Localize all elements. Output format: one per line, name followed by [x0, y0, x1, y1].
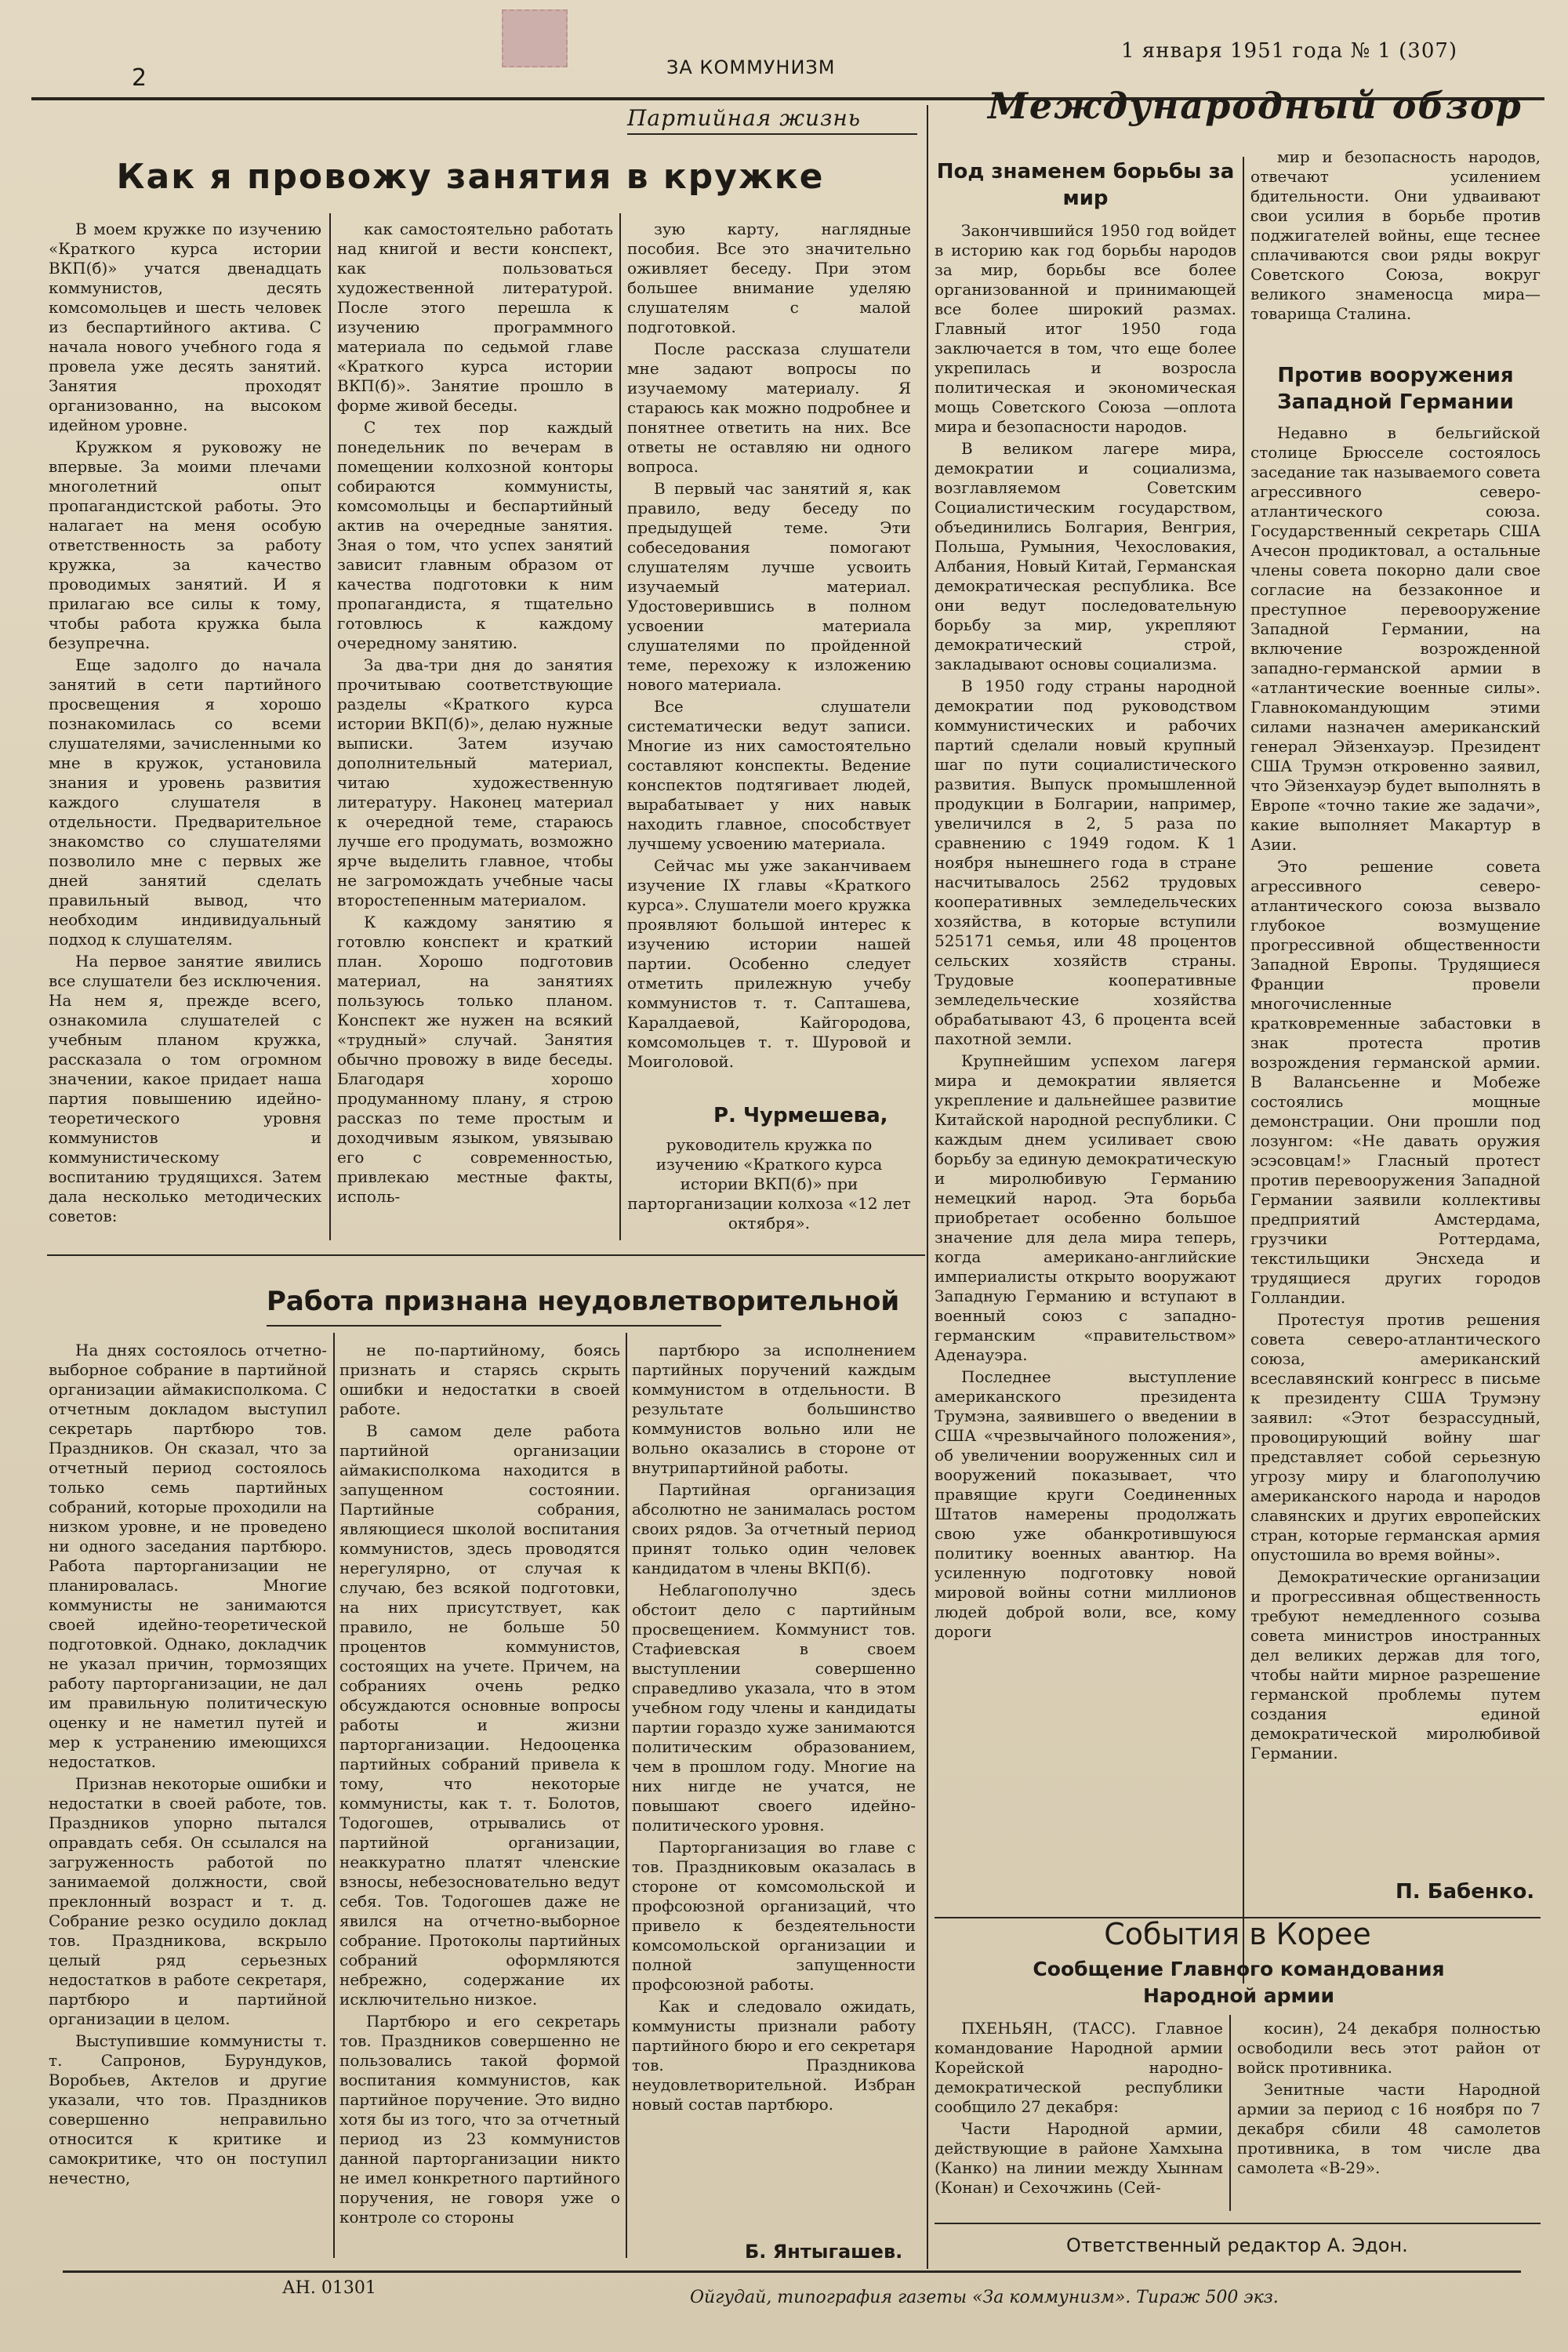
page-divider	[927, 105, 928, 2269]
paragraph: зую карту, наглядные пособия. Все это значительно оживляет беседу. При этом большее внимание уделяю слушателям с малой подготовкой.	[627, 220, 911, 336]
column-divider	[1229, 2015, 1231, 2211]
korea-title: События в Корее	[1104, 1917, 1371, 1951]
korea-column	[1237, 2019, 1541, 2215]
paragraph: С тех пор каждый понедельник по вечерам в помещении колхозной конторы собираются коммунисты, комсомольцы и беспартийный актив на очередные занятия. Зная о том, что успех занятий зависит главным образом от качества подготовки к ним пропагандиста, я тщательно готовлюсь к каждому очередному занятию.	[337, 418, 613, 652]
paragraph: За два-три дня до занятия прочитываю соответствующие разделы «Краткого курса истории ВКП(б)», делаю нужные выписки. Затем изучаю дополнительный материал, читаю художественную литературу. Наконец материал к очередной теме, стараюсь лучше его продумать, возможно ярче выделить главное, чтобы не загромождать учебные часы второстепенным материалом.	[337, 655, 613, 909]
paragraph: Парторганизация во главе с тов. Праздниковым оказалась в стороне от комсомольской и профсоюзной организаций, что привело к бездеятельности комсомольской организации и полной запущенности профсоюзной работы.	[632, 1838, 916, 1994]
paragraph: Партбюро и его секретарь тов. Праздников совершенно не пользовались такой формой воспитания коммунистов, как партийное поручение. Это видно хотя бы из того, что за отчетный период из 23 коммунистов данной парторганизации никто не имел конкретного партийного поручения, не говоря уже о контроле со стороны	[339, 2012, 620, 2227]
korea-column	[935, 2019, 1223, 2215]
column-divider	[329, 213, 331, 1240]
article-column	[337, 220, 613, 1239]
footer-code: АН. 01301	[282, 2278, 376, 2298]
column-divider	[333, 1333, 335, 2258]
paragraph: Это решение совета агрессивного северо-атлантического союза вызвало глубокое возмущение прогрессивной общественности Западной Европы. Трудящиеся Франции провели многочисленные кратковременные забастовки в знак протеста против возрождения германской армии. В Валансьенне и Мобеже состоялись мощные демонстрации. Они прошли под лозунгом: «Не давать оружия эсэсовцам!» Гласный протест против перевооружения Западной Германии заявили коллективы предприятий Амстердама, грузчики Роттердама, текстильщики Энсхеда и трудящиеся других городов Голландии.	[1250, 857, 1541, 1307]
paragraph: Закончившийся 1950 год войдет в историю как год борьбы народов за мир, борьбы все более организованной и принимающей все более широкий размах. Главный итог 1950 года заключается в том, что еще более укрепилась и возросла политическая и экономическая мощь Советского Союза —оплота мира и безопасности народов.	[935, 221, 1236, 436]
issue-date: 1 января 1951 года № 1 (307)	[1121, 39, 1458, 63]
paragraph: Неблагополучно здесь обстоит дело с партийным просвещением. Коммунист тов. Стафиевская в своем выступлении совершенно справедливо указала, что в этом учебном году члены и кандидаты партии гораздо хуже занимаются политическим образованием, чем в прошлом году. Многие на них нигде не учатся, не повышают своего идейно-политического уровня.	[632, 1581, 916, 1835]
title-rule	[267, 1325, 721, 1327]
paragraph: ПХЕНЬЯН, (ТАСС). Главное командование Народной армии Корейской народно-демократической республики сообщило 27 декабря:	[935, 2019, 1223, 2116]
article-column	[49, 220, 321, 1239]
review-subtitle: Против вооружения Западной Германии	[1277, 364, 1514, 414]
footer-rule	[63, 2270, 1521, 2273]
column-divider	[1243, 157, 1244, 1984]
author-signature: Б. Янтыгашев.	[745, 2241, 903, 2263]
paragraph: Зенитные части Народной армии за период с 16 ноября по 7 декабря сбили 48 самолетов противника, в том числе два самолета «В-29».	[1237, 2080, 1541, 2177]
korea-subtitle: Сообщение Главного командования Народной армии	[1033, 1958, 1445, 2007]
article-column	[632, 1341, 916, 2219]
column-divider	[619, 213, 621, 1240]
paragraph: Выступившие коммунисты т. т. Сапронов, Бурундуков, Воробьев, Актелов и другие указали, что тов. Праздников совершенно неправильно относится к критике и самокритике, что он поступил нечестно,	[49, 2031, 327, 2187]
section-rule	[47, 1254, 925, 1256]
editor-rule	[935, 2223, 1541, 2224]
author-signature: Р. Чурмешева,	[713, 1104, 888, 1127]
editor-line: Ответственный редактор А. Эдон.	[1066, 2234, 1408, 2256]
paragraph: Кружком я руковожу не впервые. За моими плечами многолетний опыт пропагандистской работы. Это налагает на меня особую ответственность за работу кружка, за качество проводимых занятий. И я прилагаю все силы к тому, чтобы работа кружка была безупречна.	[49, 437, 321, 652]
paragraph: партбюро за исполнением партийных поручений каждым коммунистом в отдельности. В результате большинство коммунистов вольно или не вольно оказались в стороне от внутрипартийной работы.	[632, 1341, 916, 1477]
paragraph: Как и следовало ожидать, коммунисты признали работу партийного бюро и его секретаря тов. Праздникова неудовлетворительной. Избран новый состав партбюро.	[632, 1997, 916, 2114]
article-column	[339, 1341, 620, 2258]
paragraph: В 1950 году страны народной демократии под руководством коммунистических и рабочих партий сделали новый крупный шаг по пути социалистического развития. Выпуск промышленной продукции в Болгарии, например, увеличился в 2, 5 раза по сравнению с 1949 годом. К 1 ноября нынешнего года в стране насчитывалось 2562 трудовых кооперативных земледельческих хозяйства, в которые вступили 525171 семья, или 48 процентов сельских хозяйств страны. Трудовые кооперативные земледельческие хозяйства обрабатывают 43, 6 процента всей пахотной земли.	[935, 677, 1236, 1048]
library-stamp	[502, 9, 568, 67]
paragraph: На днях состоялось отчетно-выборное собрание в партийной организации аймакисполкома. С отчетным докладом выступил секретарь партбюро тов. Праздников. Он сказал, что за отчетный период состоялось только семь партийных собраний, которые проходили на низком уровне, и не проведено ни одного заседания партбюро. Работа парторганизации не планировалась. Многие коммунисты не занимаются своей идейно-теоретической подготовкой. Однако, докладчик не указал причин, тормозящих работу парторганизации, не дал им правильную политическую оценку и не наметил путей и мер к устранению имеющихся недостатков.	[49, 1341, 327, 1771]
author-note: руководитель кружка по изучению «Краткого курса истории ВКП(б)» при парторганизации колхоза «12 лет октября».	[627, 1135, 911, 1232]
paragraph: В великом лагере мира, демократии и социализма, возглавляемом Советским Социалистическим государством, объединились Болгария, Венгрия, Польша, Румыния, Чехословакия, Албания, Новый Китай, Германская демократическая республика. Все они ведут последовательную борьбу за мир, укрепляют демократический строй, закладывают основы социализма.	[935, 439, 1236, 673]
paragraph: На первое занятие явились все слушатели без исключения. На нем я, прежде всего, ознакомила слушателей с учебным планом кружка, рассказала о том огромном значении, какое придает наша партия повышению идейно-теоретического уровня коммунистов и коммунистическому воспитанию трудящихся. Затем дала несколько методических советов:	[49, 952, 321, 1225]
footer-imprint: Ойгудай, типография газеты «За коммунизм». Тираж 500 экз.	[690, 2288, 1279, 2307]
paragraph: В моем кружке по изучению «Краткого курса истории ВКП(б)» учатся двенадцать коммунистов, десять комсомольцев и шесть человек из беспартийного актива. С начала нового учебного года я провела уже десять занятий. Занятия проходят организованно, на высоком идейном уровне.	[49, 220, 321, 434]
author-signature: П. Бабенко.	[1396, 1880, 1535, 1904]
paragraph: косин), 24 декабря полностью освободили весь этот район от войск противника.	[1237, 2019, 1541, 2077]
paragraph: В первый час занятий я, как правило, веду беседу по предыдущей теме. Эти собеседования помогают слушателям лучше усвоить изучаемый материал. Удостоверившись в полном усвоении материала слушателями по пройденной теме, перехожу к изложению нового материала.	[627, 479, 911, 694]
paragraph: Демократические организации и прогрессивная общественность требуют немедленного созыва совета министров иностранных дел великих держав для того, чтобы найти мирное разрешение германской проблемы путем создания единой демократической миролюбивой Германии.	[1250, 1567, 1541, 1762]
newspaper-title: ЗА КОММУНИЗМ	[666, 56, 836, 78]
paragraph: Крупнейшим успехом лагеря мира и демократии является укрепление и дальнейшее развитие Китайской народной республики. С каждым днем усиливает свою борьбу за единую демократическую и миролюбивую Германию немецкий народ. Эта борьба приобретает особенно большое значение для дела мира теперь, когда американо-английские империалисты открыто вооружают Западную Германию и вступают в военный союз с западно-германским «правительством» Аденауэра.	[935, 1051, 1236, 1364]
paragraph: Последнее выступление американского президента Трумэна, заявившего о введении в США «чрезвычайного положения», об увеличении вооруженных сил и вооружений показывает, что правящие круги Соединенных Штатов намерены продолжать свою уже обанкротившуюся политику военных авантюр. На усиленную подготовку новой мировой войны сотни миллионов людей доброй воли, все, кому дороги	[935, 1367, 1236, 1641]
paragraph: К каждому занятию я готовлю конспект и краткий план. Хорошо подготовив материал, на занятиях пользуюсь только планом. Конспект же нужен на всякий «трудный» случай. Занятия обычно провожу в виде беседы. Благодаря хорошо продуманному плану, я строю рассказ по теме простым и доходчивым языком, увязываю его с современностью, привлекаю местные факты, исполь-	[337, 913, 613, 1206]
article-column	[627, 220, 911, 1098]
paragraph: Протестуя против решения совета северо-атлантического союза, американский всеславянский конгресс в письме к президенту США Трумэну заявил: «Этот безрассудный, провоцирующий войну шаг представляет собой серьезную угрозу миру и благополучию американского народа и народов славянских и других европейских стран, которые германская армия опустошила во время войны».	[1250, 1310, 1541, 1564]
paragraph: как самостоятельно работать над книгой и вести конспект, как пользоваться художественной литературой. После этого перешла к изучению программного материала по седьмой главе «Краткого курса истории ВКП(б)». Занятие прошло в форме живой беседы.	[337, 220, 613, 415]
review-title: Международный обзор	[988, 85, 1523, 127]
article-title: Работа признана неудовлетворительной	[267, 1286, 900, 1317]
paragraph: мир и безопасность народов, отвечают усилением бдительности. Они удваивают свои усилия в борьбе против поджигателей войны, еще теснее сплачиваются свои ряды вокруг Советского Союза, вокруг великого знаменосца мира—товарища Сталина.	[1250, 147, 1541, 323]
paragraph: Признав некоторые ошибки и недостатки в своей работе, тов. Праздников упорно пытался оправдать себя. Он ссылался на загруженность работой по занимаемой должности, свой преклонный возраст и т. д. Собрание резко осудило доклад тов. Праздникова, вскрыло целый ряд серьезных недостатков в работе секретаря, партбюро и партийной организации в целом.	[49, 1774, 327, 2028]
page-number: 2	[132, 64, 148, 92]
article-column	[49, 1341, 327, 2258]
paragraph: Партийная организация абсолютно не занималась ростом своих рядов. За отчетный период принят только один человек кандидатом в члены ВКП(б).	[632, 1480, 916, 1577]
paragraph: Части Народной армии, действующие в районе Хамхына (Канко) на линии между Хыннам (Конан) и Сехочжинь (Сей-	[935, 2119, 1223, 2197]
rubric-rule	[627, 133, 917, 135]
rubric: Партийная жизнь	[627, 105, 862, 131]
review-column	[1250, 423, 1541, 1889]
review-column	[1250, 147, 1541, 351]
review-column	[935, 221, 1236, 1977]
paragraph: Еще задолго до начала занятий в сети партийного просвещения я хорошо познакомилась со всеми слушателями, зачисленными ко мне в кружок, установила знания и уровень развития каждого слушателя в отдельности. Предварительное знакомство со слушателями позволило мне с первых же дней занятий сделать правильный вывод, что необходим индивидуальный подход к слушателям.	[49, 655, 321, 949]
paragraph: не по-партийному, боясь признать и старясь скрыть ошибки и недостатки в своей работе.	[339, 1341, 620, 1418]
article-title: Как я провожу занятия в кружке	[116, 157, 825, 197]
review-subtitle: Под знаменем борьбы за мир	[936, 160, 1235, 210]
paragraph: Сейчас мы уже заканчиваем изучение IX главы «Краткого курса». Слушатели моего кружка проявляют большой интерес к изучению истории нашей партии. Особенно следует отметить прилежную учебу коммунистов т. т. Сапташева, Каралдаевой, Кайгородова, комсомольцев т. т. Шуровой и Моиголовой.	[627, 856, 911, 1071]
paragraph: После рассказа слушатели мне задают вопросы по изучаемому материалу. Я стараюсь как можно подробнее и понятнее ответить на них. Все ответы не оставляю ни одного вопроса.	[627, 339, 911, 476]
paragraph: Недавно в бельгийской столице Брюсселе состоялось заседание так называемого совета агрессивного северо-атлантического союза. Государственный секретарь США Ачесон продиктовал, а остальные члены совета покорно дали свое согласие на беззаконное и преступное перевооружение Западной Германии, на включение возрожденной западно-германской армии в «атлантические военные силы». Главнокомандующим этими силами назначен американский генерал Эйзенхауэр. Президент США Трумэн откровенно заявил, что Эйзенхауэр будет выполнять в Европе «точно такие же задачи», какие выполняет Макартур в Азии.	[1250, 423, 1541, 854]
column-divider	[626, 1333, 627, 2258]
paragraph: В самом деле работа партийной организации аймакисполкома находится в запущенном состоянии. Партийные собрания, являющиеся школой воспитания коммунистов, здесь проводятся нерегулярно, от случая к случаю, без всякой подготовки, на них присутствует, как правило, не больше 50 процентов коммунистов, состоящих на учете. Причем, на собраниях очень редко обсуждаются основные вопросы работы и жизни парторганизации. Недооценка партийных собраний привела к тому, что некоторые коммунисты, как т. т. Болотов, Тодогошев, отрывались от партийной организации, неаккуратно платят членские взносы, небезосновательно ведут себя. Тов. Тодогошев даже не явился на отчетно-выборное собрание. Протоколы партийных собраний оформляются небрежно, содержание их исключительно низкое.	[339, 1421, 620, 2009]
paragraph: Все слушатели систематически ведут записи. Многие из них самостоятельно составляют конспекты. Ведение конспектов подтягивает людей, вырабатывает у них навык находить главное, способствует лучшему усвоению материала.	[627, 697, 911, 853]
